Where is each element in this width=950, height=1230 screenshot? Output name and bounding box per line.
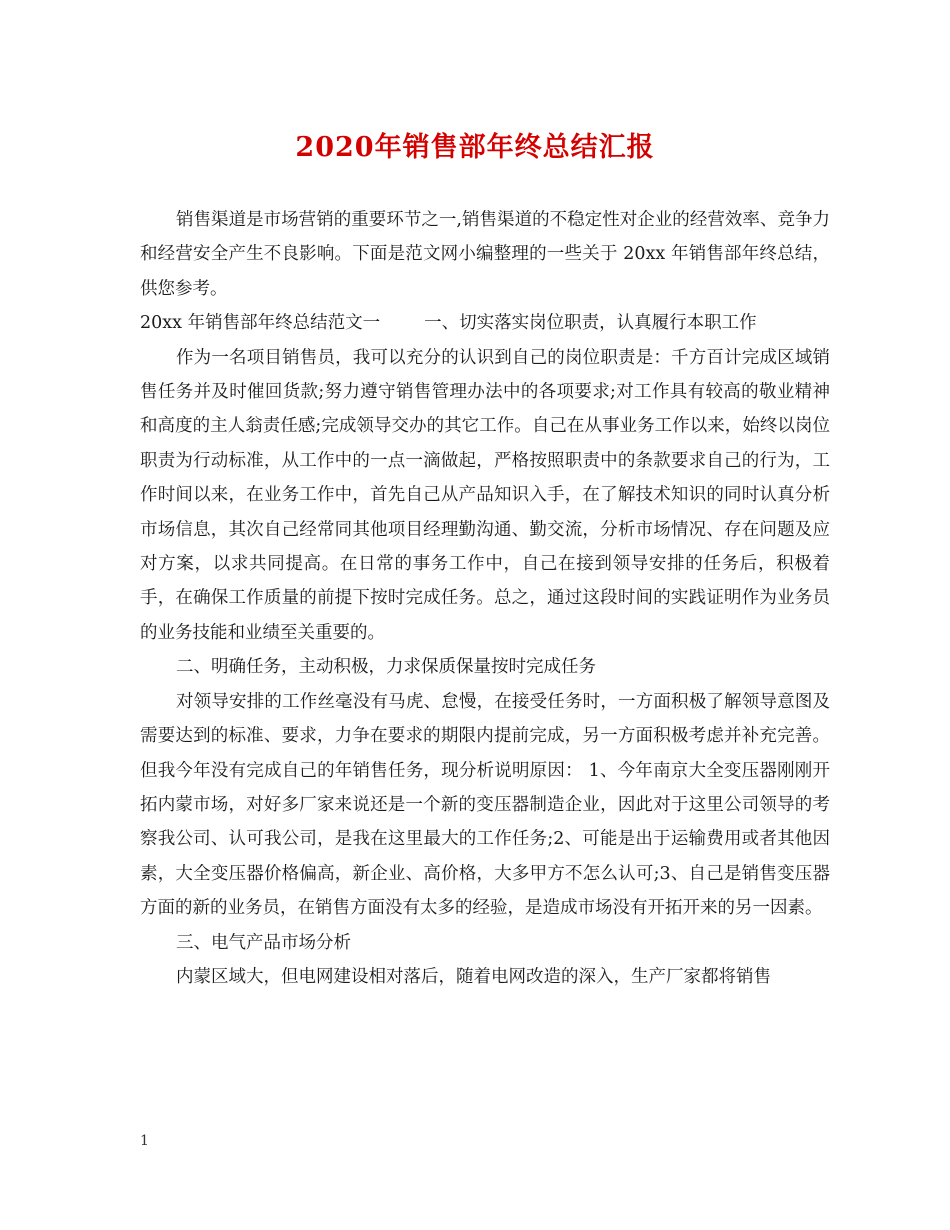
paragraph-1: 作为一名项目销售员，我可以充分的认识到自己的岗位职责是：千方百计完成区域销售任务并及时催回货款;努力遵守销售管理办法中的各项要求;对工作具有较高的敬业精神和高度的主人翁责任感;完成领导交办的其它工作。自己在从事业务工作以来，始终以岗位职责为行动标准，从工作中的一点一滴做起，严格按照职责中的条款要求自己的行为，工作时间以来，在业务工作中，首先自己从产品知识入手，在了解技术知识的同时认真分析市场信息，其次自己经常同其他项目经理勤沟通、勤交流，分析市场情况、存在问题及应对方案，以求共同提高。在日常的事务工作中，自己在接到领导安排的任务后，积极着手，在确保工作质量的前提下按时完成任务。总之，通过这段时间的实践证明作为业务员的业务技能和业绩至关重要的。 xyxy=(140,347,830,643)
heading-1: 一、切实落实岗位职责，认真履行本职工作 xyxy=(424,313,757,334)
paragraph-2: 对领导安排的工作丝毫没有马虎、怠慢，在接受任务时，一方面积极了解领导意图及需要达到的标准、要求，力争在要求的期限内提前完成，另一方面积极考虑并补充完善。但我今年没有完成自己的年销售任务，现分析说明原因： 1、今年南京大全变压器刚刚开拓内蒙市场，对好多厂家来说还是一个新的变压器制造企业，因此对于这里公司领导的考察我公司、认可我公司，是我在这里最大的工作任务;2、可能是出于运输费用或者其他因素，大全变压器价格偏高，新企业、高价格，大多甲方不怎么认可;3、自己是销售变压器方面的新的业务员，在销售方面没有太多的经验，是造成市场没有开拓开来的另一因素。 xyxy=(140,691,830,919)
section-label: 20xx 年销售部年终总结范文一 xyxy=(140,313,381,334)
document-body xyxy=(140,203,830,994)
document-title: 2020年销售部年终总结汇报 xyxy=(295,132,655,163)
intro-paragraph: 销售渠道是市场营销的重要环节之一,销售渠道的不稳定性对企业的经营效率、竞争力和经营安全产生不良影响。下面是范文网小编整理的一些关于 20xx 年销售部年终总结，供您参考。 xyxy=(140,210,830,299)
heading-3: 三、电气产品市场分析 xyxy=(176,932,351,953)
page-number: 1 xyxy=(140,1133,149,1149)
heading-2: 二、明确任务，主动积极，力求保质保量按时完成任务 xyxy=(176,657,596,678)
section-header-row xyxy=(140,306,830,340)
paragraph-3: 内蒙区域大，但电网建设相对落后，随着电网改造的深入，生产厂家都将销售 xyxy=(176,966,771,987)
